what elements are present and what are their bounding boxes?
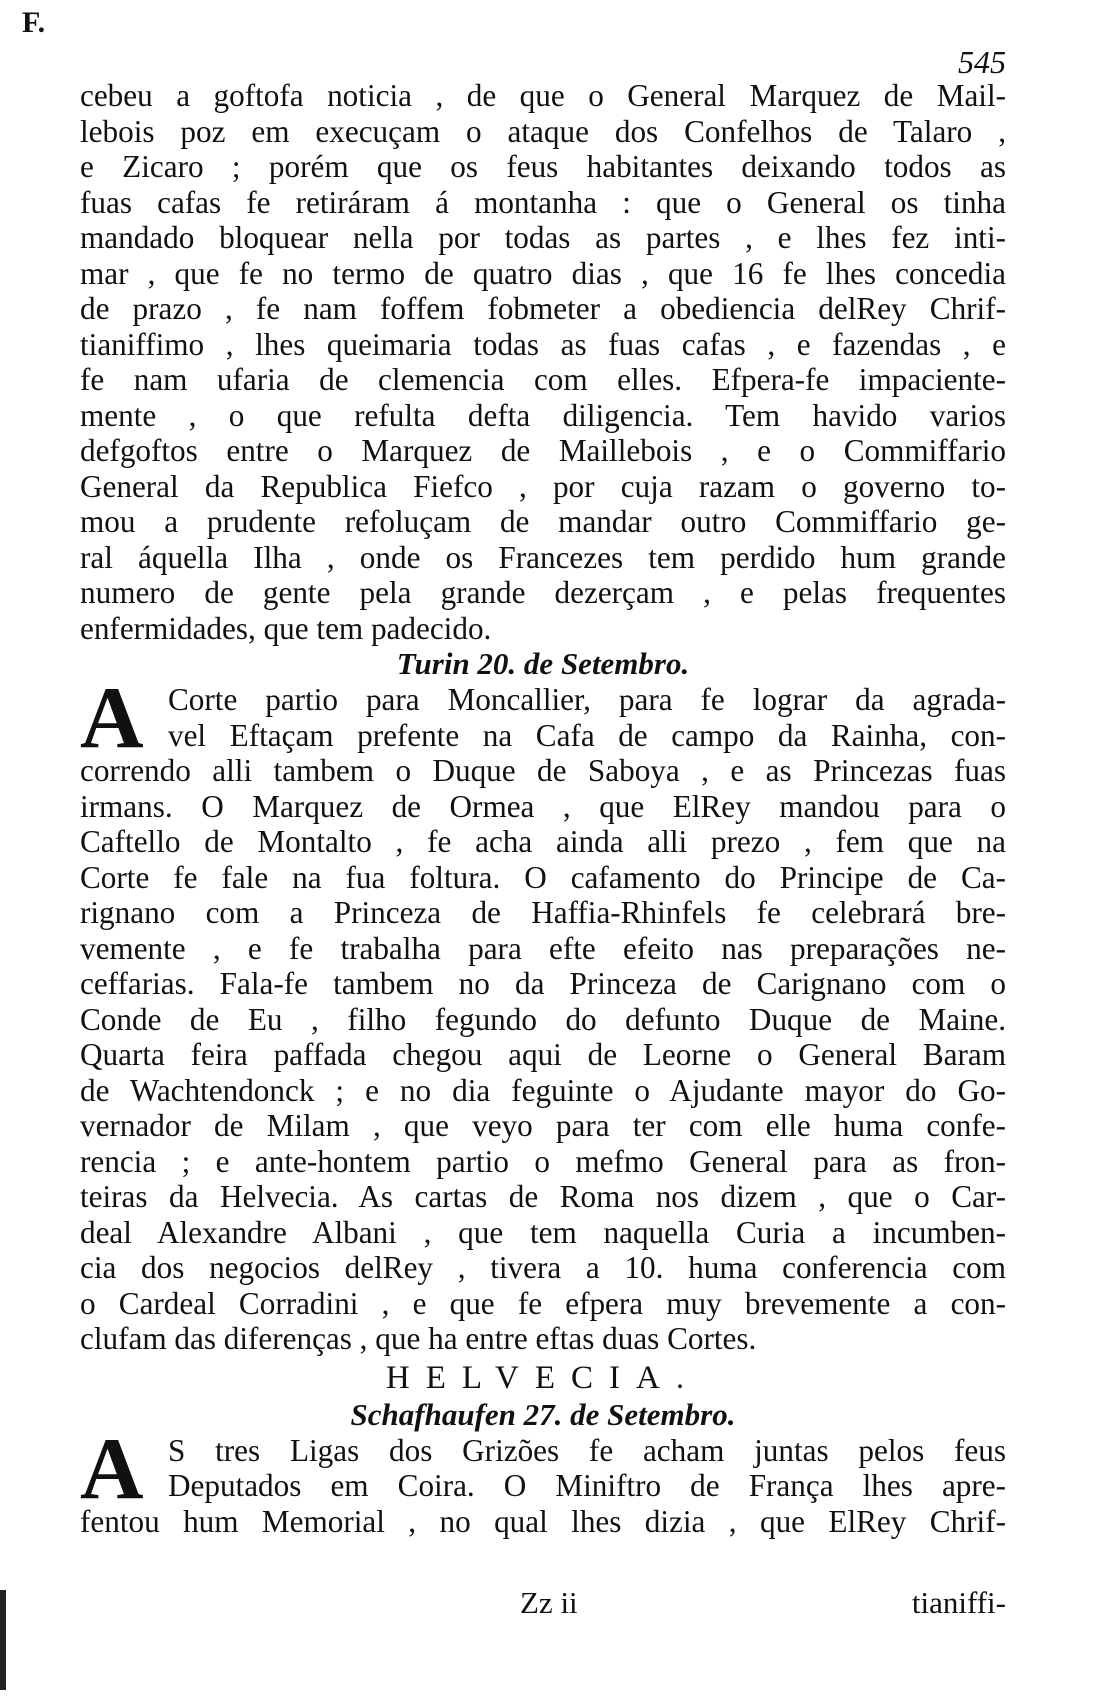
- text-block-2: [80, 670, 1006, 1357]
- text-line: Deputados em Coira. O Miniftro de França lhes apre-: [168, 1468, 1006, 1503]
- text-line: Conde de Eu , filho fegundo do defunto Duque de Maine.: [80, 1001, 1006, 1037]
- catchword: tianiffi-: [911, 1585, 1006, 1620]
- text-line: numero de gente pela grande dezerçam , e pelas frequentes: [80, 575, 1006, 610]
- text-line: o Cardeal Corradini , e que fe efpera muy brevemente a con-: [80, 1285, 1006, 1321]
- text-line: teiras da Helvecia. As cartas de Roma nos dizem , que o Car-: [80, 1179, 1006, 1214]
- drop-cap: A: [80, 670, 144, 767]
- text-line: clufam das diferenças , que ha entre eftas duas Cortes.: [80, 1321, 757, 1356]
- text-line: mou a prudente refoluçam de mandar outro Commiffario ge-: [80, 504, 1006, 539]
- text-line: vemente , e fe trabalha para efte efeito nas preparações ne-: [80, 930, 1006, 966]
- drop-cap: A: [80, 1420, 144, 1518]
- text-line: deal Alexandre Albani , que tem naquella Curia a incumben-: [80, 1214, 1006, 1250]
- text-line: rignano com a Princeza de Haffia-Rhinfels fe celebrará bre-: [80, 895, 1006, 930]
- text-line: correndo alli tambem o Duque de Saboya , e as Princezas fuas: [80, 753, 1006, 788]
- text-line: rencia ; e ante-hontem partio o mefmo General para as fron-: [80, 1143, 1006, 1179]
- page-footer: [80, 1585, 1006, 1621]
- text-line: fuas cafas fe retiráram á montanha : que o General os tinha: [80, 184, 1006, 220]
- text-line: vernador de Milam , que veyo para ter com elle huma confe-: [80, 1108, 1006, 1143]
- text-line: ral áquella Ilha , onde os Francezes tem perdido hum grande: [80, 539, 1006, 575]
- text-line: General da Republica Fiefco , por cuja razam o governo to-: [80, 468, 1006, 504]
- text-line: cia dos negocios delRey , tivera a 10. huma conferencia com: [80, 1250, 1006, 1285]
- text-line: lebois poz em execuçam o ataque dos Confelhos de Talaro ,: [80, 113, 1006, 149]
- text-line: enfermidades, que tem padecido.: [80, 610, 492, 646]
- text-line: e Zicaro ; porém que os feus habitantes deixando todos as: [80, 149, 1006, 184]
- corner-mark: F.: [22, 6, 46, 39]
- page-edge-mark: [0, 1590, 6, 1690]
- page-number: 545: [958, 44, 1006, 80]
- section-heading: HELVECIA.: [385, 1359, 701, 1396]
- text-line: de Wachtendonck ; e no dia feguinte o Ajudante mayor do Go-: [80, 1072, 1006, 1108]
- text-line: Quarta feira paffada chegou aqui de Leorne o General Baram: [80, 1037, 1006, 1072]
- text-line: irmans. O Marquez de Ormea , que ElRey mandou para o: [80, 788, 1006, 824]
- text-block-3: [80, 1420, 1006, 1540]
- text-line: S tres Ligas dos Grizões fe acham juntas pelos feus: [168, 1432, 1006, 1468]
- text-line: fe nam ufaria de clemencia com elles. Efpera-fe impaciente-: [80, 362, 1006, 397]
- text-line: mandado bloquear nella por todas as partes , e lhes fez inti-: [80, 220, 1006, 255]
- signature-mark: Zz ii: [520, 1585, 578, 1620]
- text-line: mente , o que refulta defta diligencia. Tem havido varios: [80, 397, 1006, 433]
- text-block-1: [80, 78, 1006, 646]
- text-line: fentou hum Memorial , no qual lhes dizia , que ElRey Chrif-: [80, 1503, 1006, 1539]
- dateline-schafhausen: Schafhaufen 27. de Setembro.: [350, 1396, 736, 1432]
- text-line: mar , que fe no termo de quatro dias , que 16 fe lhes concedia: [80, 255, 1006, 291]
- dateline-turin: Turin 20. de Setembro.: [396, 646, 690, 681]
- text-line: de prazo , fe nam foffem fobmeter a obediencia delRey Chrif-: [80, 291, 1006, 326]
- text-line: Caftello de Montalto , fe acha ainda alli prezo , fem que na: [80, 824, 1006, 859]
- text-line: vel Eftaçam prefente na Cafa de campo da Rainha, con-: [168, 717, 1006, 753]
- body-text: [80, 78, 1006, 1539]
- text-line: ceffarias. Fala-fe tambem no da Princeza de Carignano com o: [80, 966, 1006, 1001]
- text-line: Corte fe fale na fua foltura. O cafamento do Principe de Ca-: [80, 859, 1006, 895]
- text-line: cebeu a goftofa noticia , de que o General Marquez de Mail-: [80, 78, 1006, 113]
- text-line: Corte partio para Moncallier, para fe lograr da agrada-: [168, 682, 1006, 717]
- text-line: defgoftos entre o Marquez de Maillebois , e o Commiffario: [80, 433, 1006, 468]
- text-line: tianiffimo , lhes queimaria todas as fuas cafas , e fazendas , e: [80, 326, 1006, 362]
